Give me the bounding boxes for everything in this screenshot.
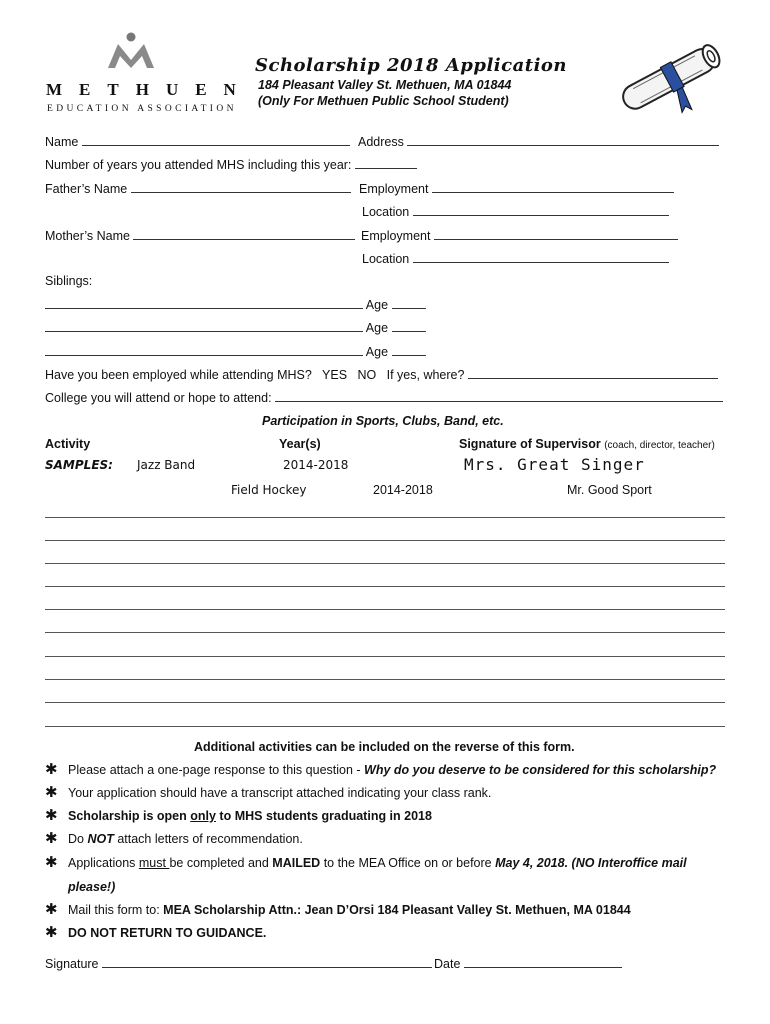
signature-field[interactable]: Signature	[45, 956, 432, 971]
org-subtitle: EDUCATION ASSOCIATION	[47, 104, 237, 114]
asterisk-icon: ✱	[45, 901, 58, 918]
asterisk-icon: ✱	[45, 830, 58, 847]
father-name-field[interactable]: Father’s Name	[45, 181, 351, 196]
activity-entry-line[interactable]	[45, 632, 725, 633]
instruction-item: Scholarship is open only to MHS students graduating in 2018	[68, 809, 432, 823]
date-line[interactable]	[464, 956, 622, 968]
father-employment-line[interactable]	[432, 181, 674, 193]
activity-entry-line[interactable]	[45, 726, 725, 727]
activity-entry-line[interactable]	[45, 702, 725, 703]
instruction-item: DO NOT RETURN TO GUIDANCE.	[68, 926, 267, 940]
org-name: METHUEN	[46, 80, 253, 99]
employed-question[interactable]: Have you been employed while attending MHS? YES NO If yes, where?	[45, 367, 718, 382]
asterisk-icon: ✱	[45, 784, 58, 801]
diploma-scroll-icon	[612, 34, 728, 120]
sibling-name-line[interactable]	[45, 344, 363, 356]
mea-logo-icon	[104, 32, 158, 70]
activity-entry-line[interactable]	[45, 656, 725, 657]
header-eligibility: (Only For Methuen Public School Student)	[258, 94, 509, 108]
instruction-item: Applications must be completed and MAILED to the MEA Office on or before May 4, 2018. (NO Interoffice mail	[68, 856, 687, 870]
instruction-item: Your application should have a transcript attached indicating your class rank.	[68, 786, 492, 800]
sibling-name-line[interactable]	[45, 297, 363, 309]
sample-supervisor: Mrs. Great Singer	[464, 455, 645, 474]
mother-location-line[interactable]	[413, 251, 669, 263]
mother-employment-line[interactable]	[434, 228, 678, 240]
instruction-item: Do NOT attach letters of recommendation.	[68, 832, 303, 846]
sample-years: 2014-2018	[283, 458, 349, 472]
sibling-age-line[interactable]	[392, 297, 426, 309]
sibling-name-line[interactable]	[45, 320, 363, 332]
sibling-row[interactable]: Age	[45, 297, 426, 312]
yes-option[interactable]: YES	[322, 368, 348, 382]
instruction-item-continued: please!)	[68, 880, 116, 894]
father-location-line[interactable]	[413, 204, 669, 216]
activity-entry-line[interactable]	[45, 540, 725, 541]
years-attended-field[interactable]: Number of years you attended MHS including this year:	[45, 157, 417, 172]
no-option[interactable]: NO	[357, 368, 377, 382]
samples-label: SAMPLES:	[45, 458, 113, 472]
mother-name-field[interactable]: Mother’s Name	[45, 228, 355, 243]
signature-line[interactable]	[102, 956, 432, 968]
sample-activity: Jazz Band	[137, 458, 196, 472]
header-address: 184 Pleasant Valley St. Methuen, MA 01844	[258, 78, 512, 92]
sample-supervisor: Mr. Good Sport	[567, 483, 652, 497]
college-line[interactable]	[275, 390, 723, 402]
asterisk-icon: ✱	[45, 854, 58, 871]
asterisk-icon: ✱	[45, 761, 58, 778]
col-activity: Activity	[45, 437, 91, 451]
activity-entry-line[interactable]	[45, 517, 725, 518]
sibling-row[interactable]: Age	[45, 344, 426, 359]
additional-activities-note: Additional activities can be included on the reverse of this form.	[194, 740, 575, 754]
activity-entry-line[interactable]	[45, 586, 725, 587]
activity-entry-line[interactable]	[45, 679, 725, 680]
address-line[interactable]	[407, 134, 719, 146]
siblings-label: Siblings:	[45, 274, 93, 288]
years-line[interactable]	[355, 157, 417, 169]
asterisk-icon: ✱	[45, 807, 58, 824]
asterisk-icon: ✱	[45, 924, 58, 941]
mother-employment-field[interactable]: Employment	[361, 228, 678, 243]
instruction-item: Mail this form to: MEA Scholarship Attn.: Jean D’Orsi 184 Pleasant Valley St. Methuen, MA 01844	[68, 903, 631, 917]
instruction-item: Please attach a one-page response to this question - Why do you deserve to be considered for this scholarship?	[68, 763, 717, 777]
page-title: Scholarship 2018 Application	[255, 55, 567, 76]
name-field[interactable]: Name	[45, 134, 350, 149]
sibling-row[interactable]: Age	[45, 320, 426, 335]
sibling-age-line[interactable]	[392, 320, 426, 332]
sample-years: 2014-2018	[373, 483, 433, 497]
sibling-age-line[interactable]	[392, 344, 426, 356]
mother-location-field[interactable]: Location	[362, 251, 669, 266]
activity-entry-line[interactable]	[45, 609, 725, 610]
mother-name-line[interactable]	[133, 228, 355, 240]
activities-heading: Participation in Sports, Clubs, Band, etc.	[262, 414, 504, 428]
sample-activity: Field Hockey	[231, 483, 307, 497]
name-line[interactable]	[82, 134, 350, 146]
col-years: Year(s)	[279, 437, 321, 451]
date-field[interactable]: Date	[434, 956, 622, 971]
college-field[interactable]: College you will attend or hope to attend:	[45, 390, 723, 405]
father-location-field[interactable]: Location	[362, 204, 669, 219]
activity-entry-line[interactable]	[45, 563, 725, 564]
col-signature: Signature of Supervisor (coach, director, teacher)	[459, 437, 715, 451]
address-field[interactable]: Address	[358, 134, 719, 149]
employer-line[interactable]	[468, 367, 718, 379]
father-name-line[interactable]	[131, 181, 351, 193]
father-employment-field[interactable]: Employment	[359, 181, 674, 196]
